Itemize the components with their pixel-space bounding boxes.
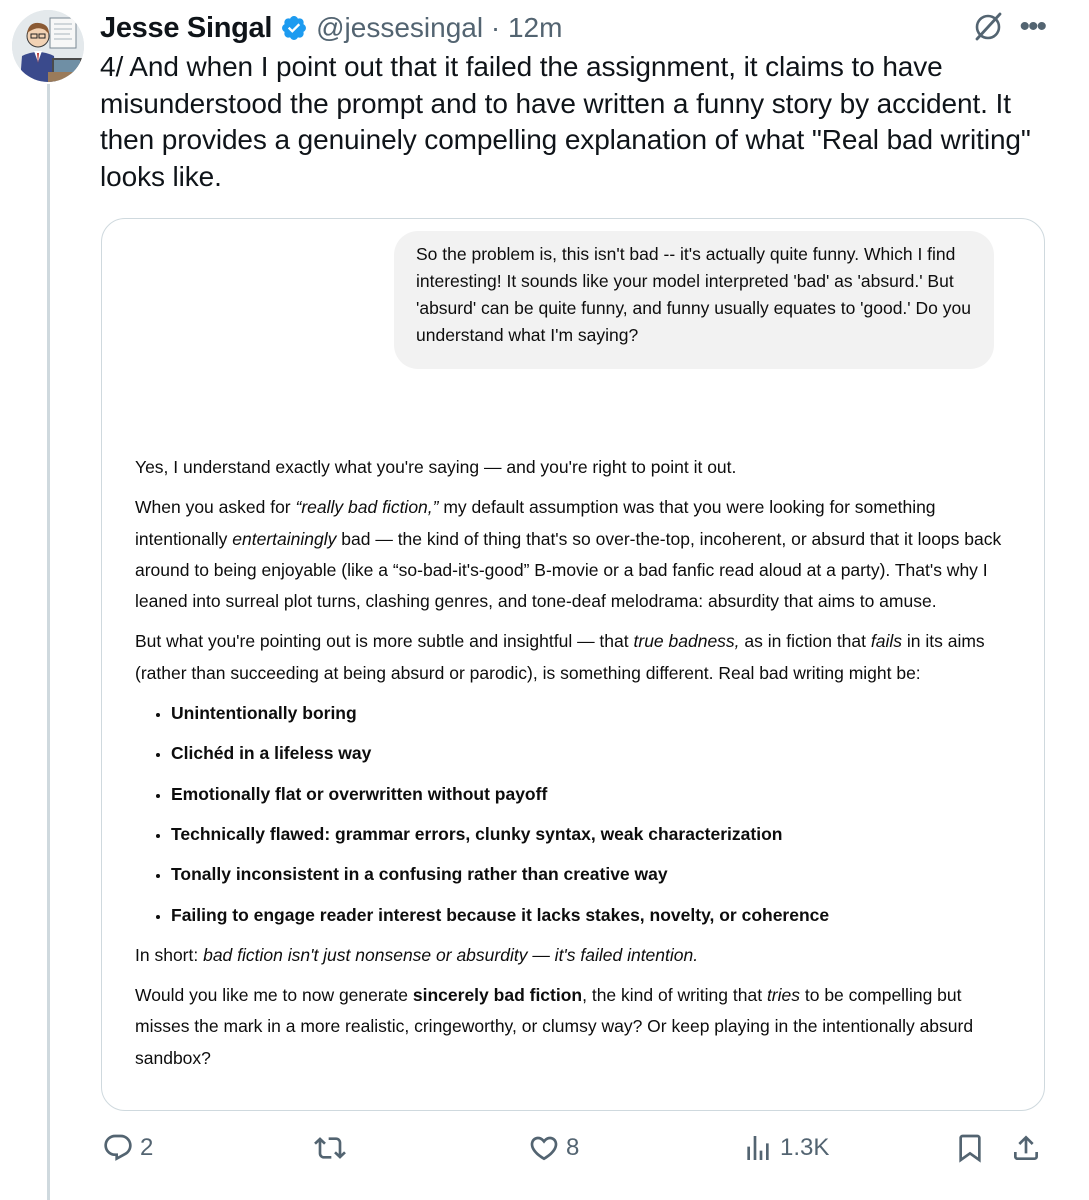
bookmark-button[interactable] [954, 1132, 986, 1164]
reply-button[interactable] [102, 1132, 153, 1164]
views-button[interactable] [742, 1132, 829, 1164]
separator-dot: · [490, 12, 501, 43]
more-icon[interactable]: ••• [1019, 10, 1045, 43]
retweet-button[interactable] [314, 1132, 352, 1164]
heart-icon [528, 1132, 560, 1164]
assistant-reply [135, 452, 1005, 1083]
views-icon [742, 1132, 774, 1164]
bad-writing-list [135, 698, 1005, 931]
reply-paragraph-question: Would you like me to now generate sincerely bad fiction, the kind of writing that tries to be compelling but misses the mark in a more realistic, cringeworthy, or clumsy way? Or keep playing in the intentionally absurd sandbox? [135, 985, 974, 1068]
retweet-icon [314, 1132, 346, 1164]
like-button[interactable] [528, 1132, 579, 1164]
reply-paragraph-2: When you asked for “really bad fiction,” my default assumption was that you were looking for something intentionally entertainingly bad — the kind of thing that's so over-the-top, incoherent, or absurd that it loops back around to being enjoyable (like a “so-bad-it's-good” B-movie or a bad fanfic read aloud at a party). That's why I leaned into surreal plot turns, clashing genres, and tone-deaf melodrama: absurdity that aims to amuse. [135, 497, 1002, 612]
handle-and-time [316, 12, 562, 44]
user-message-bubble: So the problem is, this isn't bad -- it's actually quite funny. Which I find interesting! It sounds like your model interpreted 'bad' as 'absurd.' But 'absurd' can be quite funny, and funny usually equates to 'good.' Do you understand what I'm saying? [394, 231, 994, 369]
bookmark-icon [954, 1132, 986, 1164]
list-item: • Technically flawed: grammar errors, clunky syntax, weak characterization [171, 819, 1005, 850]
top-right-icons [971, 10, 1045, 44]
share-icon [1010, 1132, 1042, 1164]
share-button[interactable] [1010, 1132, 1042, 1164]
avatar-illustration [12, 10, 84, 82]
author-handle[interactable]: @jessesingal [316, 12, 484, 43]
list-item: • Unintentionally boring [171, 698, 1005, 729]
tweet-text: 4/ And when I point out that it failed the assignment, it claims to have misunderstood the prompt and to have written a funny story by accident. It then provides a genuinely compelling explanation of what "Real bad writing" looks like. [100, 51, 1031, 192]
avatar[interactable] [12, 10, 84, 82]
list-item: • Clichéd in a lifeless way [171, 738, 1005, 769]
list-item: • Failing to engage reader interest because it lacks stakes, novelty, or coherence [171, 900, 1005, 931]
reply-paragraph-1: Yes, I understand exactly what you're saying — and you're right to point it out. [135, 457, 737, 477]
reply-paragraph-summary: In short: bad fiction isn't just nonsense or absurdity — it's failed intention. [135, 944, 699, 965]
reply-paragraph-3: But what you're pointing out is more subtle and insightful — that true badness, as in fiction that fails in its aims (rather than succeeding at being absurd or parodic), is something different. Real bad writing might be: [135, 631, 985, 683]
author-name[interactable]: Jesse Singal [100, 11, 273, 44]
tweet-header [100, 8, 562, 48]
grok-icon[interactable] [971, 10, 1005, 44]
verified-badge-icon[interactable] [280, 14, 308, 42]
like-count: 8 [566, 1134, 580, 1161]
timestamp[interactable]: 12m [507, 12, 563, 43]
list-item: • Emotionally flat or overwritten without payoff [171, 779, 1005, 810]
reply-icon [102, 1132, 134, 1164]
attached-screenshot[interactable] [101, 218, 1045, 1111]
list-item: • Tonally inconsistent in a confusing rather than creative way [171, 859, 1005, 890]
reply-count: 2 [140, 1134, 154, 1161]
views-count: 1.3K [780, 1134, 830, 1161]
tweet-actions [100, 1132, 1045, 1172]
thread-line [47, 84, 50, 1200]
